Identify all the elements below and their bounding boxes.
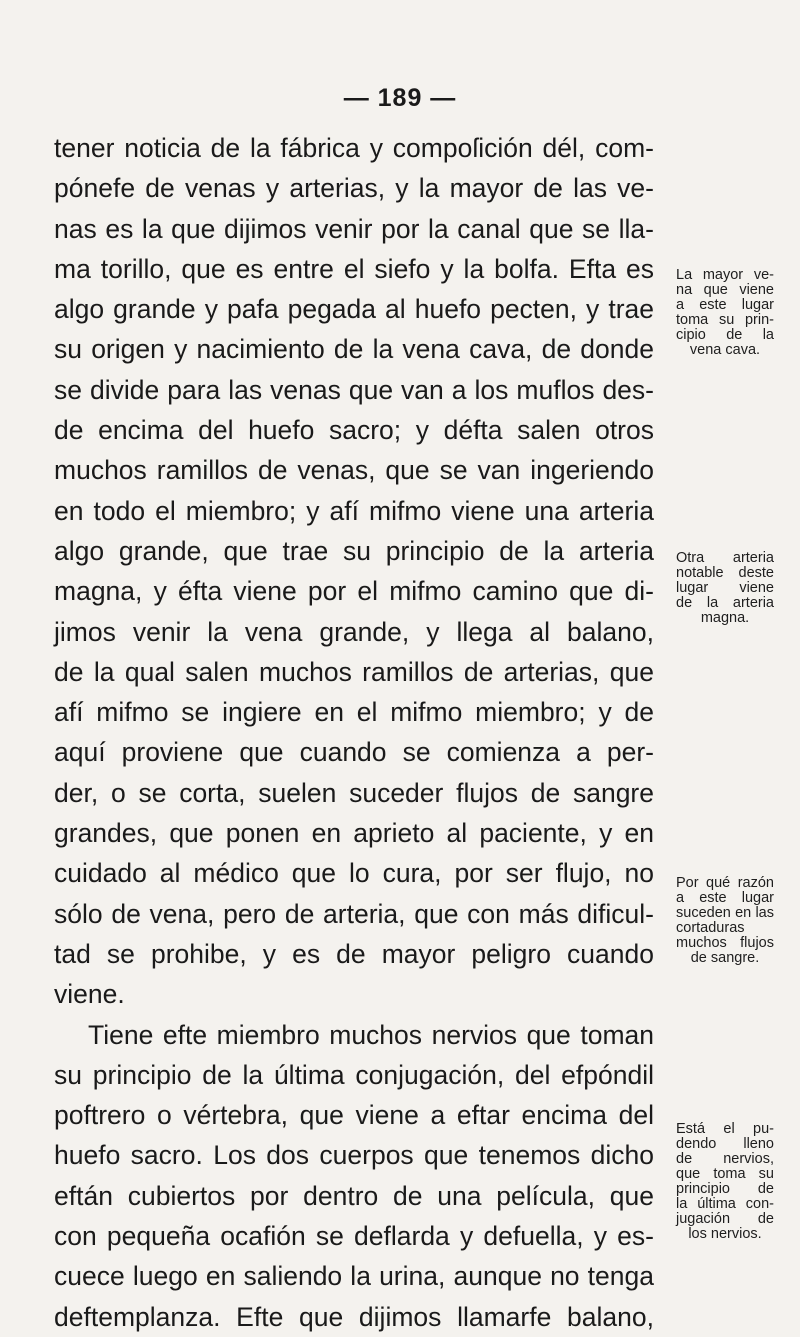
text-line: se divide para las venas que van a los muflos des- bbox=[54, 374, 654, 405]
text-line: su origen y nacimiento de la vena cava, de donde bbox=[54, 334, 654, 365]
text-line: poftrero o vértebra, que viene a eftar encima del bbox=[54, 1100, 654, 1131]
margin-note-line: dendo lleno bbox=[676, 1136, 774, 1152]
text-line: magna, y éfta viene por el mifmo camino que di- bbox=[54, 576, 654, 607]
text-line: muchos ramillos de venas, que se van ingeriendo bbox=[54, 455, 654, 486]
margin-note-line: que toma su bbox=[676, 1166, 774, 1182]
margin-note-line: magna. bbox=[700, 610, 750, 626]
margin-note-line: suceden en las bbox=[676, 905, 774, 921]
text-line: afí mifmo se ingiere en el mifmo miembro; y de bbox=[54, 697, 654, 728]
text-line: aquí proviene que cuando se comienza a per- bbox=[54, 737, 654, 768]
text-line: de la qual salen muchos ramillos de arterias, que bbox=[54, 656, 654, 687]
margin-note-vena-cava bbox=[676, 268, 774, 358]
margin-note-line: de la arteria bbox=[676, 595, 774, 611]
margin-note-line: a este lugar bbox=[676, 297, 774, 313]
margin-note-line: Por qué razón bbox=[676, 875, 774, 891]
text-line: nas es la que dijimos venir por la canal que se lla- bbox=[54, 213, 654, 244]
margin-note-line: notable deste bbox=[676, 565, 774, 581]
margin-note-line: cipio de la bbox=[676, 327, 774, 343]
margin-note-line: a este lugar bbox=[676, 890, 774, 906]
margin-note-line: muchos flujos bbox=[676, 935, 774, 951]
text-line: ma torillo, que es entre el siefo y la bolfa. Efta es bbox=[54, 253, 654, 284]
text-line: algo grande y pafa pegada al huefo pecten, y trae bbox=[54, 294, 654, 325]
margin-note-line: Otra arteria bbox=[676, 550, 774, 566]
margin-note-line: principio de bbox=[676, 1181, 774, 1197]
text-line: en todo el miembro; y afí mifmo viene una arteria bbox=[54, 495, 654, 526]
text-line: deftemplanza. Efte que dijimos llamarfe balano, bbox=[54, 1301, 654, 1332]
text-line: grandes, que ponen en aprieto al paciente, y en bbox=[54, 818, 654, 849]
margin-note-flujos bbox=[676, 876, 774, 966]
margin-note-arteria bbox=[676, 551, 774, 626]
margin-note-line: Está el pu- bbox=[676, 1121, 774, 1137]
text-line: su principio de la última conjugación, del efpóndil bbox=[54, 1059, 654, 1090]
text-line: tad se prohibe, y es de mayor peligro cuando bbox=[54, 938, 654, 969]
margin-note-line: lugar viene bbox=[676, 580, 774, 596]
text-line: con pequeña ocafión se deflarda y defuella, y es- bbox=[54, 1221, 654, 1252]
text-line: viene. bbox=[54, 979, 125, 1010]
margin-note-line: jugación de bbox=[676, 1211, 774, 1227]
text-line: sólo de vena, pero de arteria, que con más dificul- bbox=[54, 898, 654, 929]
text-line: tener noticia de la fábrica y compoſición dél, com- bbox=[54, 133, 654, 163]
margin-note-line: La mayor ve- bbox=[676, 267, 774, 283]
text-line: Tiene efte miembro muchos nervios que toman bbox=[88, 1019, 654, 1050]
margin-note-line: toma su prin- bbox=[676, 312, 774, 328]
text-line: pónefe de venas y arterias, y la mayor de las ve- bbox=[54, 173, 654, 204]
text-line: der, o se corta, suelen suceder flujos de sangre bbox=[54, 777, 654, 808]
text-line: jimos venir la vena grande, y llega al balano, bbox=[54, 616, 654, 647]
margin-note-line: de nervios, bbox=[676, 1151, 774, 1167]
margin-note-line: cortaduras bbox=[676, 920, 745, 936]
page-number: — 189 — bbox=[343, 84, 457, 112]
text-line: eftán cubiertos por dentro de una película, que bbox=[54, 1180, 654, 1211]
text-line: de encima del huefo sacro; y défta salen otros bbox=[54, 415, 654, 446]
text-line: cuidado al médico que lo cura, por ser flujo, no bbox=[54, 858, 654, 889]
text-line: cuece luego en saliendo la urina, aunque no tenga bbox=[54, 1261, 654, 1292]
margin-note-line: los nervios. bbox=[688, 1226, 762, 1242]
margin-note-nervios bbox=[676, 1122, 774, 1242]
margin-note-line: de sangre. bbox=[690, 950, 760, 966]
margin-note-line: la última con- bbox=[676, 1196, 774, 1212]
text-line: huefo sacro. Los dos cuerpos que tenemos dicho bbox=[54, 1140, 654, 1171]
margin-note-line: na que viene bbox=[676, 282, 774, 298]
margin-note-line: vena cava. bbox=[689, 342, 761, 358]
text-line: algo grande, que trae su principio de la arteria bbox=[54, 535, 654, 566]
main-text bbox=[54, 128, 654, 1337]
